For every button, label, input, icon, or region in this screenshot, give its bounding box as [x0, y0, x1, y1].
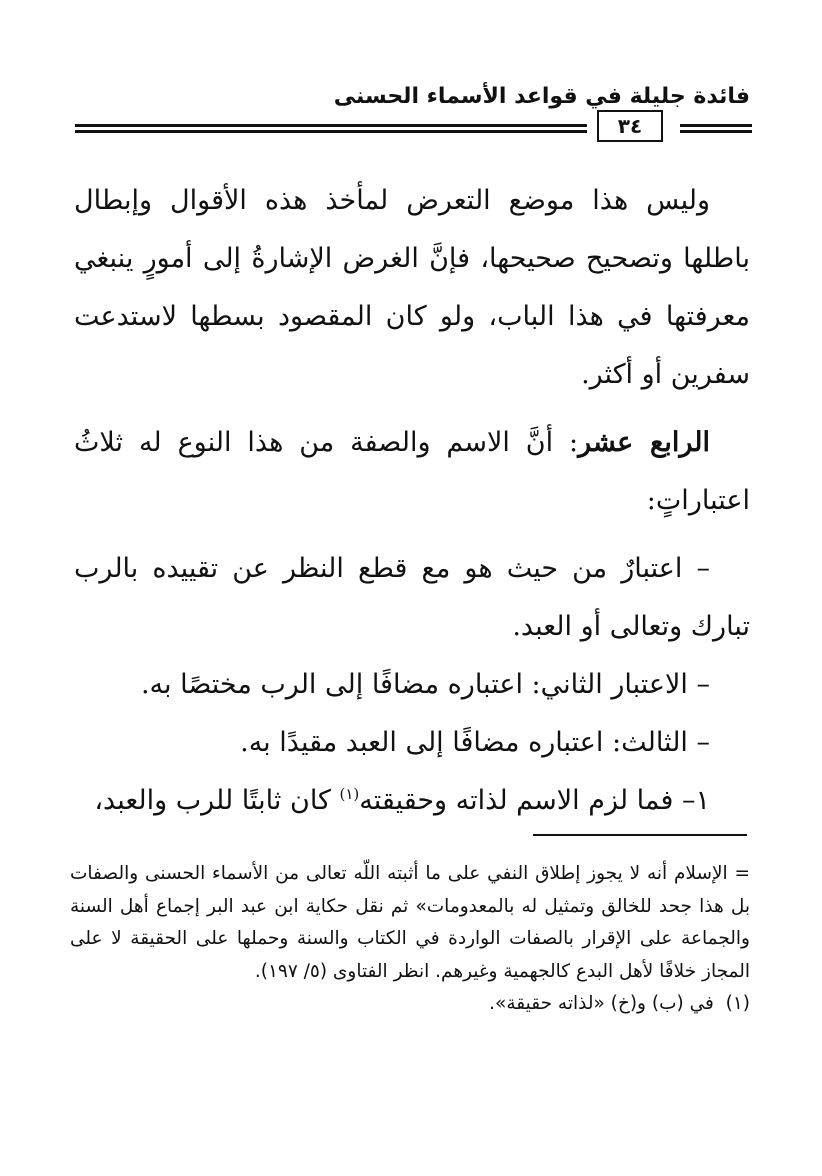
header-rule-short [680, 124, 752, 133]
paragraph-1: وليس هذا موضع التعرض لمأخذ هذه الأقوال وإبطال باطلها وتصحيح صحيحها، فإنَّ الغرض الإشارةُ إلى أمورٍ ينبغي معرفتها في هذا الباب، ولو كان المقصود بسطها لاستدعت سفرين أو أكثر. [74, 185, 750, 390]
footnote-1-text: في (ب) و(خ) «لذاته حقيقة». [489, 993, 714, 1014]
paragraph-2 [74, 414, 750, 530]
list-item-2: – الاعتبار الثاني: اعتباره مضافًا إلى الرب مختصًا به. [140, 669, 710, 700]
footnote-separator [533, 834, 747, 836]
section-lead: الرابع عشر [578, 427, 710, 458]
footnotes [70, 858, 750, 1021]
page-number: ٣٤ [597, 110, 663, 142]
footnote-continuation: = الإسلام أنه لا يجوز إطلاق النفي على ما أثبته اللّه تعالى من الأسماء الحسنى والصفات بل هذا جحد للخالق وتمثيل له بالمعدومات» ثم نقل حكاية ابن عبد البر إجماع أهل السنة والجماعة على الإقرار بالصفات الواردة في الكتاب والسنة وحملها على الحقيقة لا على المجاز خلافًا لأهل البدع كالجهمية وغيرهم. انظر الفتاوى (٥/ ١٩٧). [70, 863, 750, 982]
list-item-1: – اعتبارٌ من حيث هو مع قطع النظر عن تقييده بالرب تبارك وتعالى أو العبد. [74, 553, 750, 642]
list-item-4 [74, 772, 750, 830]
header-rule [75, 124, 587, 133]
footnote-1 [70, 988, 750, 1021]
list-item-4-text: ١– فما لزم الاسم لذاته وحقيقته [359, 785, 710, 816]
footnote-marker: (١) [725, 993, 750, 1014]
list-item-3: – الثالث: اعتباره مضافًا إلى العبد مقيدًا به. [240, 727, 710, 758]
main-text [74, 172, 750, 830]
list-item-4-text-end: كان ثابتًا للرب والعبد، [94, 785, 340, 816]
footnote-ref: (١) [339, 785, 360, 803]
running-title: فائدة جليلة في قواعد الأسماء الحسنى [333, 84, 750, 109]
paragraph-2-text: : أنَّ الاسم والصفة من هذا النوع له ثلاثُ اعتباراتٍ: [74, 427, 750, 516]
